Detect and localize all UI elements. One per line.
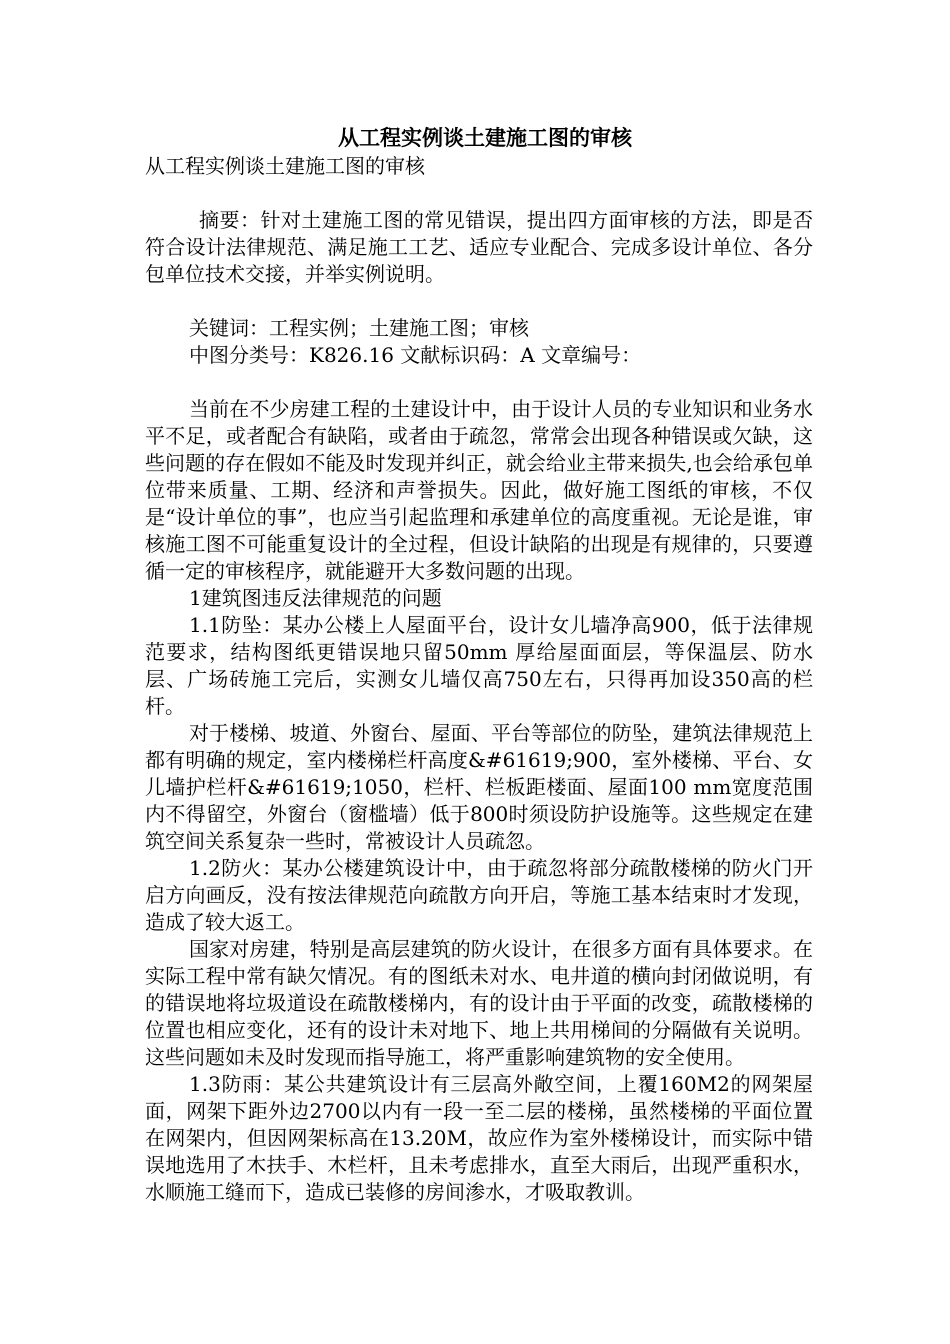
spacer [145, 180, 813, 207]
body-paragraph: 国家对房建，特别是高层建筑的防火设计，在很多方面有具体要求。在实际工程中常有缺欠情况。有的图纸未对水、电井道的横向封闭做说明，有的错误地将垃圾道设在疏散楼梯内，有的设计由于平面的改变，疏散楼梯的位置也相应变化，还有的设计未对地下、地上共用梯间的分隔做有关说明。这些问题如未及时发现而指导施工，将严重影响建筑物的安全使用。 [145, 937, 813, 1069]
classification-line: 中图分类号：K826.16 文献标识码：A 文章编号： [189, 343, 642, 367]
body-paragraph: 1.3防雨：某公共建筑设计有三层高外敞空间，上覆160M2的网架屋面，网架下距外边2700以内有一段一至二层的楼梯，虽然楼梯的平面位置在网架内，但因网架标高在13.20M，故应作为室外楼梯设计，而实际中错误地选用了木扶手、木栏杆，且未考虑排水，直至大雨后，出现严重积水，水顺施工缝而下，造成已装修的房间渗水，才吸取教训。 [145, 1072, 813, 1204]
body-paragraph: 1.1防坠：某办公楼上人屋面平台，设计女儿墙净高900，低于法律规范要求，结构图纸更错误地只留50mm 厚给屋面面层，等保温层、防水层、广场砖施工完后，实测女儿墙仅高750左右，只得再加设350高的栏杆。 [145, 613, 813, 718]
document-page [145, 125, 813, 1206]
body-paragraph: 1.2防火：某办公楼建筑设计中，由于疏忽将部分疏散楼梯的防火门开启方向画反，没有按法律规范向疏散方向开启，等施工基本结束时才发现，造成了较大返工。 [145, 856, 813, 934]
section-heading: 1建筑图违反法律规范的问题 [189, 586, 442, 610]
abstract-paragraph: 摘要：针对土建施工图的常见错误，提出四方面审核的方法，即是否符合设计法律规范、满足施工工艺、适应专业配合、完成多设计单位、各分包单位技术交接，并举实例说明。 [145, 208, 813, 286]
document-title: 从工程实例谈土建施工图的审核 [338, 125, 632, 150]
body-paragraph: 对于楼梯、坡道、外窗台、屋面、平台等部位的防坠，建筑法律规范上都有明确的规定，室内楼梯栏杆高度&#61619;900，室外楼梯、平台、女儿墙护栏杆&#61619;1050，栏杆、栏板距楼面、屋面100 mm宽度范围内不得留空，外窗台（窗槛墙）低于800时须设防护设施等。这些规定在建筑空间关系复杂一些时，常被设计人员疏忽。 [145, 721, 813, 853]
document-subtitle: 从工程实例谈土建施工图的审核 [145, 154, 425, 178]
intro-paragraph: 当前在不少房建工程的土建设计中，由于设计人员的专业知识和业务水平不足，或者配合有缺陷，或者由于疏忽，常常会出现各种错误或欠缺，这些问题的存在假如不能及时发现并纠正，就会给业主带来损失,也会给承包单位带来质量、工期、经济和声誉损失。因此，做好施工图纸的审核，不仅是“设计单位的事”，也应当引起监理和承建单位的高度重视。无论是谁，审核施工图不可能重复设计的全过程，但设计缺陷的出现是有规律的，只要遵循一定的审核程序，就能避开大多数问题的出现。 [145, 397, 813, 583]
spacer [145, 288, 813, 315]
keywords-line: 关键词：工程实例；土建施工图；审核 [189, 316, 529, 340]
spacer [145, 369, 813, 396]
